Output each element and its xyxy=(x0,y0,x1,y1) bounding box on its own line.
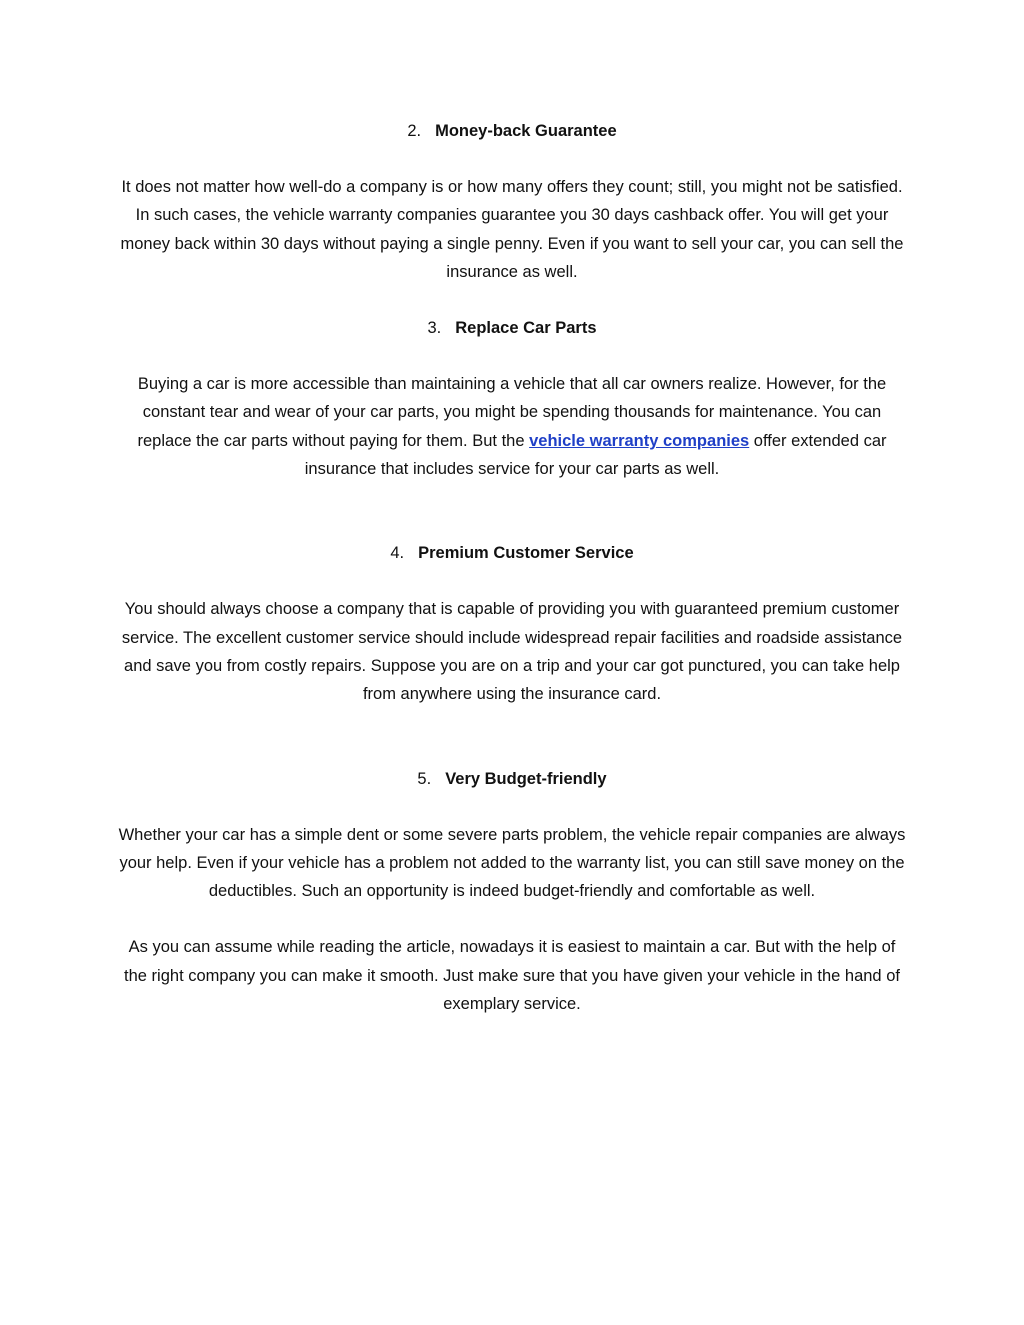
section-title: Very Budget-friendly xyxy=(445,769,607,788)
section-number: 4. xyxy=(390,544,405,563)
section-heading-money-back xyxy=(118,117,906,145)
section-title: Money-back Guarantee xyxy=(435,122,617,140)
paragraph-text: offer extended car insurance that includes service for your car parts as well. xyxy=(304,431,887,479)
section-number: 5. xyxy=(417,769,432,788)
section-paragraph-customer-service: You should always choose a company that is capable of providing you with guaranteed premium customer service. The excellent customer service should include widespread repair facilities and roadside assistance and save you from costly repairs. Suppose you are on a trip and your car got punctured, you can take help from anywhere using the insurance card. xyxy=(121,600,903,704)
section-title: Premium Customer Service xyxy=(418,544,634,563)
section-paragraph-budget-friendly: Whether your car has a simple dent or some severe parts problem, the vehicle repair companies are always your help. Even if your vehicle has a problem not added to the warranty list, you can still save money on the deductibles. Such an opportunity is indeed budget-friendly and comfortable as well. xyxy=(118,825,906,901)
section-paragraph-money-back: It does not matter how well-do a company is or how many offers they count; still, you might not be satisfied. In such cases, the vehicle warranty companies guarantee you 30 days cashback offer. You will get your money back within 30 days without paying a single penny. Even if you want to sell your car, you can sell the insurance as well. xyxy=(120,178,904,281)
section-paragraph-replace-parts xyxy=(118,370,906,483)
section-heading-replace-parts xyxy=(118,314,906,342)
section-number: 3. xyxy=(427,319,442,338)
section-number: 2. xyxy=(407,122,422,140)
vehicle-warranty-companies-link[interactable]: vehicle warranty companies xyxy=(529,431,750,450)
section-heading-budget-friendly xyxy=(118,765,906,793)
section-title: Replace Car Parts xyxy=(455,319,597,338)
paragraph-text: Buying a car is more accessible than maintaining a vehicle that all car owners realize. However, for the constant tear and wear of your car parts, you might be spending thousands for maintenance. You can replace the car parts without paying for them. But the xyxy=(137,375,887,450)
section-heading-customer-service xyxy=(118,539,906,567)
conclusion-paragraph: As you can assume while reading the article, nowadays it is easiest to maintain a car. But with the help of the right company you can make it smooth. Just make sure that you have given your vehicle in the hand of exemplary service. xyxy=(124,938,900,1014)
